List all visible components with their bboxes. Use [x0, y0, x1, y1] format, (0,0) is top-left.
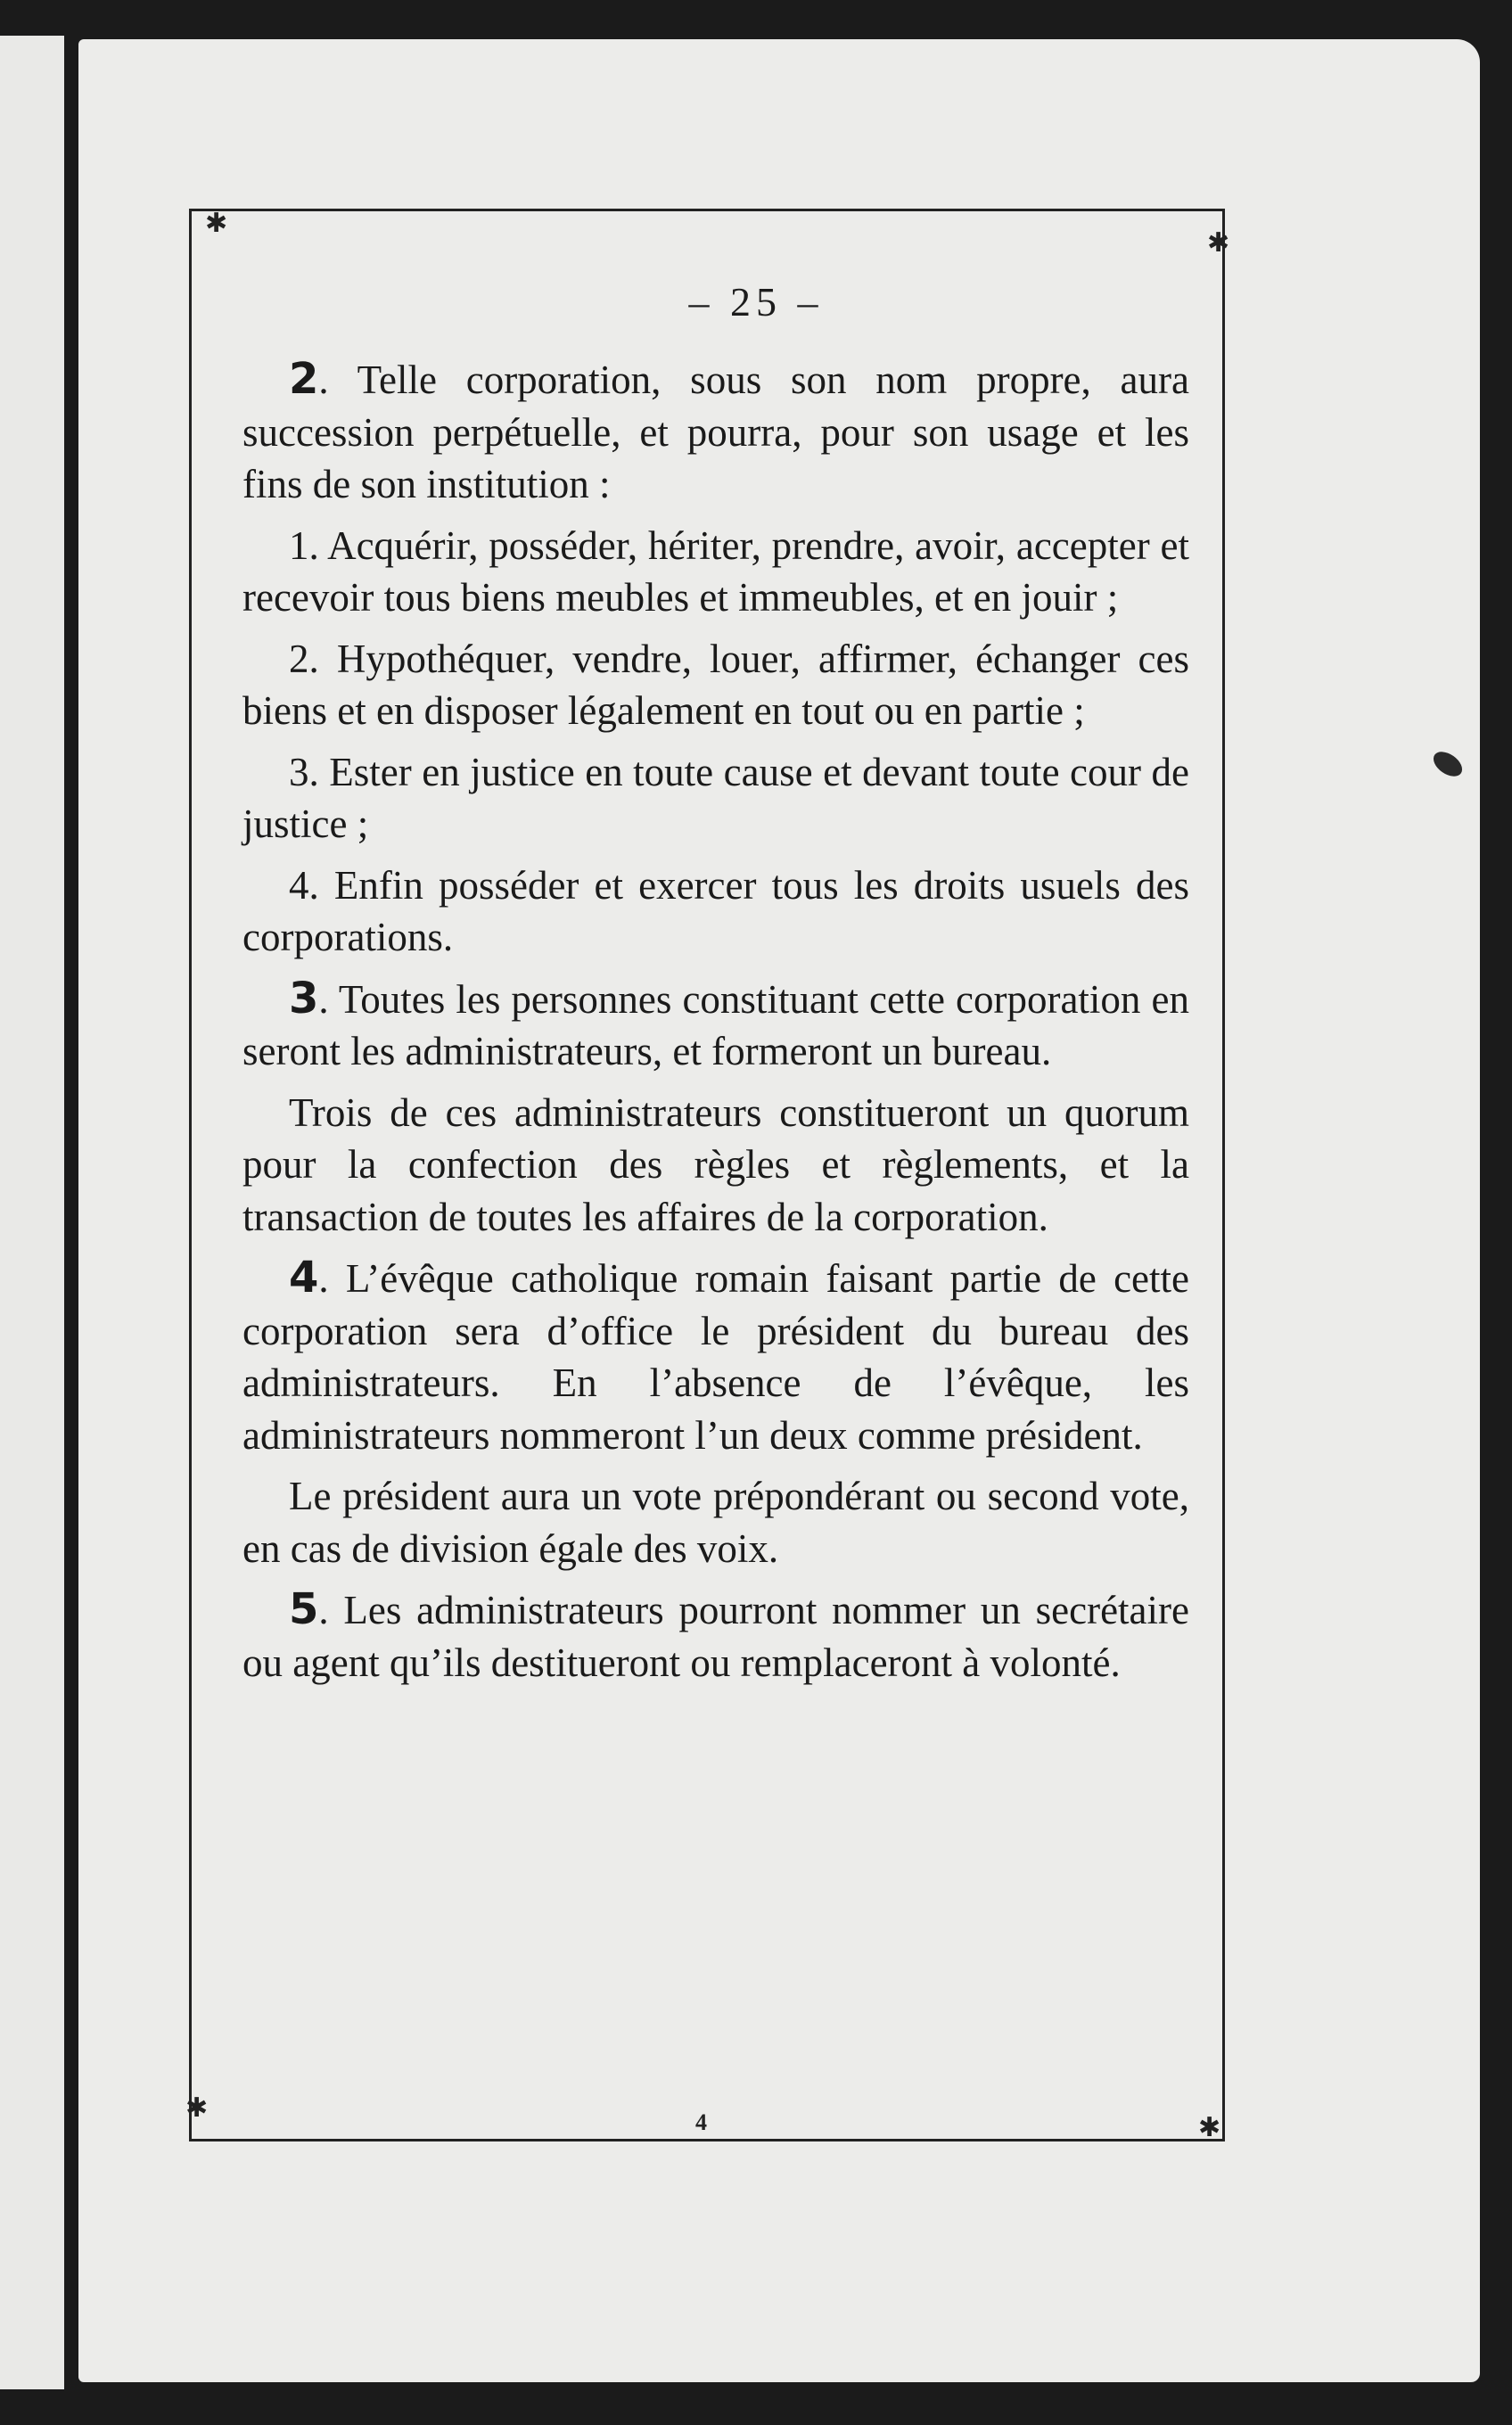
- signature-mark: 4: [695, 2109, 707, 2135]
- page-number: – 25 –: [688, 279, 824, 325]
- corner-asterisk-icon: ✱: [1207, 227, 1230, 259]
- article-text: [242, 353, 1189, 1698]
- list-item: [242, 520, 1189, 624]
- article-paragraph: [242, 1583, 1189, 1689]
- paragraph-text: Trois de ces administrateurs constitueront un quorum pour la confection des règles et règlements, et la transaction de toutes les affaires de la corporation.: [242, 1089, 1189, 1239]
- article-number: 2: [289, 354, 319, 404]
- corner-asterisk-icon: ✱: [205, 208, 228, 239]
- corner-asterisk-icon: ✱: [1198, 2112, 1221, 2143]
- article-paragraph: [242, 353, 1189, 511]
- paragraph-text: . Les administrateurs pourront nommer un secrétaire ou agent qu’ils destitueront ou remplaceront à volonté.: [242, 1588, 1189, 1685]
- list-item: [242, 746, 1189, 851]
- article-paragraph: [242, 1087, 1189, 1244]
- article-number: 3: [289, 973, 319, 1023]
- paragraph-text: . Toutes les personnes constituant cette corporation en seront les administrateurs, et formeront un bureau.: [242, 976, 1189, 1073]
- paragraph-text: 1. Acquérir, posséder, hériter, prendre, avoir, accepter et recevoir tous biens meubles et immeubles, et en jouir ;: [242, 522, 1189, 620]
- list-item: [242, 633, 1189, 737]
- paragraph-text: . L’évêque catholique romain faisant partie de cette corporation sera d’office le président du bureau des administrateurs. En l’absence de l’évêque, les administrateurs nommeront l’un deux comme président.: [242, 1256, 1189, 1458]
- left-page-edge: [0, 36, 64, 2389]
- list-item: [242, 859, 1189, 964]
- article-number: 4: [289, 1253, 319, 1303]
- paragraph-text: 2. Hypothéquer, vendre, louer, affirmer, échanger ces biens et en disposer légalement en tout ou en partie ;: [242, 636, 1189, 733]
- article-paragraph: [242, 1470, 1189, 1574]
- corner-asterisk-icon: ✱: [185, 2092, 209, 2124]
- article-number: 5: [289, 1584, 319, 1634]
- paragraph-text: 3. Ester en justice en toute cause et devant toute cour de justice ;: [242, 749, 1189, 846]
- article-paragraph: [242, 973, 1189, 1078]
- paragraph-text: . Telle corporation, sous son nom propre, aura succession perpétuelle, et pourra, pour son usage et les fins de son institution :: [242, 358, 1189, 506]
- paragraph-text: Le président aura un vote prépondérant ou second vote, en cas de division égale des voix.: [242, 1474, 1189, 1571]
- article-paragraph: [242, 1252, 1189, 1461]
- paragraph-text: 4. Enfin posséder et exercer tous les droits usuels des corporations.: [242, 862, 1189, 959]
